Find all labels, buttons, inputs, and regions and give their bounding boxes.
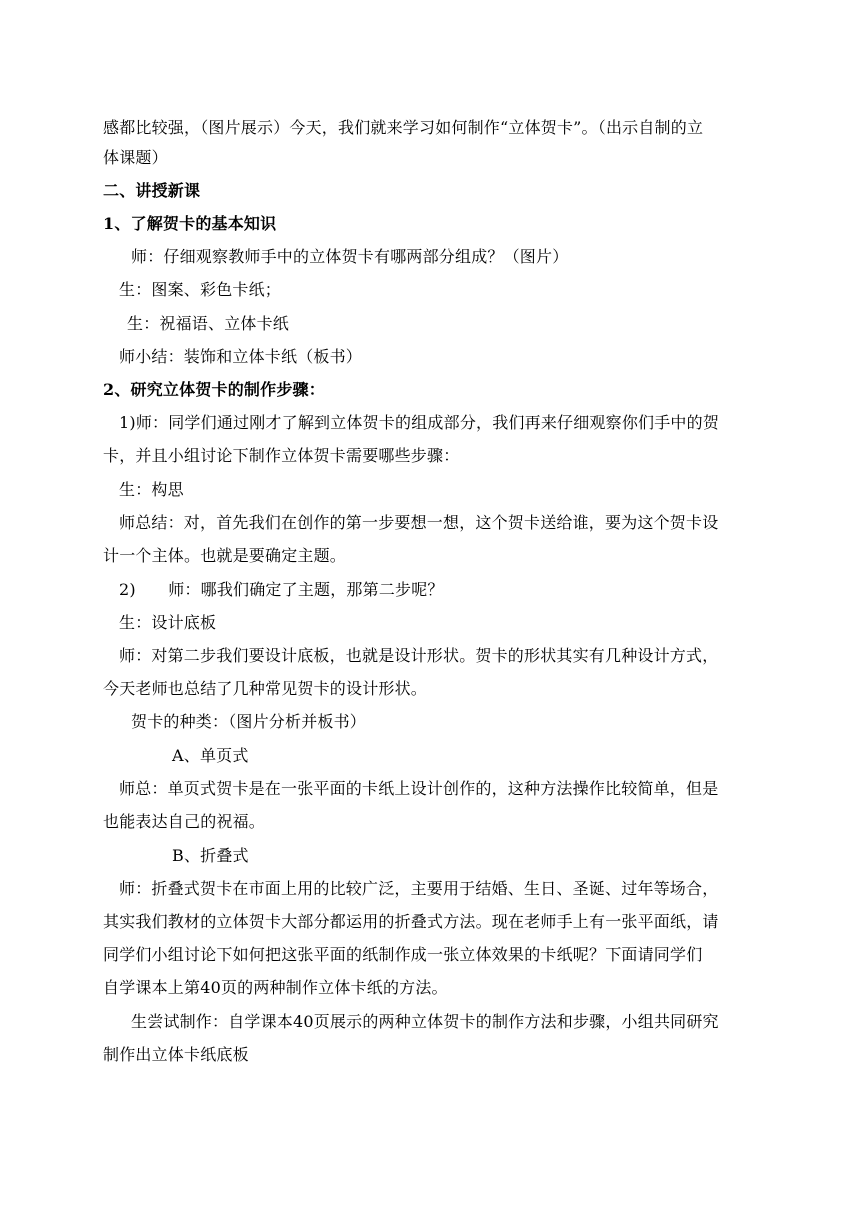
paragraph-line: 其实我们教材的立体贺卡大部分都运用的折叠式方法。现在老师手上有一张平面纸，请 <box>103 912 719 931</box>
paragraph-line: 师总：单页式贺卡是在一张平面的卡纸上设计创作的，这种方法操作比较简单，但是 <box>119 779 719 798</box>
paragraph-line: 卡，并且小组讨论下制作立体贺卡需要哪些步骤： <box>103 446 460 465</box>
list-item: A、单页式 <box>172 746 249 765</box>
paragraph-line: 师：折叠式贺卡在市面上用的比较广泛，主要用于结婚、生日、圣诞、过年等场合， <box>119 879 719 898</box>
paragraph-line: 体课题） <box>103 148 168 167</box>
paragraph-line: 今天老师也总结了几种常见贺卡的设计形状。 <box>103 679 428 698</box>
paragraph-line: 生：图案、彩色卡纸； <box>119 280 282 299</box>
paragraph-line: 师总结：对，首先我们在创作的第一步要想一想，这个贺卡送给谁，要为这个贺卡设 <box>119 513 719 532</box>
paragraph-line: 制作出立体卡纸底板 <box>103 1045 249 1064</box>
paragraph-line: 自学课本上第40页的两种制作立体卡纸的方法。 <box>103 978 448 997</box>
paragraph-line: 生：构思 <box>119 480 184 499</box>
paragraph-line: 2) 师：哪我们确定了主题，那第二步呢？ <box>119 580 444 599</box>
paragraph-line: 贺卡的种类：（图片分析并板书） <box>131 712 367 731</box>
paragraph-line: 感都比较强，（图片展示）今天，我们就来学习如何制作“立体贺卡”。（出示自制的立 <box>103 118 704 137</box>
list-item: B、折叠式 <box>172 846 249 865</box>
subsection-heading: 1、了解贺卡的基本知识 <box>103 214 277 233</box>
paragraph-line: 师：对第二步我们要设计底板，也就是设计形状。贺卡的形状其实有几种设计方式， <box>119 646 719 665</box>
paragraph-line: 生：祝福语、立体卡纸 <box>127 314 290 333</box>
section-heading: 二、讲授新课 <box>103 181 201 200</box>
paragraph-line: 同学们小组讨论下如何把这张平面的纸制作成一张立体效果的卡纸呢？下面请同学们 <box>103 945 703 964</box>
subsection-heading: 2、研究立体贺卡的制作步骤： <box>103 380 325 399</box>
paragraph-line: 师小结：装饰和立体卡纸（板书） <box>119 347 363 366</box>
paragraph-line: 师：仔细观察教师手中的立体贺卡有哪两部分组成？（图片） <box>131 247 569 266</box>
paragraph-line: 也能表达自己的祝福。 <box>103 812 266 831</box>
paragraph-line: 计一个主体。也就是要确定主题。 <box>103 546 347 565</box>
paragraph-line: 生尝试制作：自学课本40页展示的两种立体贺卡的制作方法和步骤，小组共同研究 <box>131 1012 719 1031</box>
paragraph-line: 1)师：同学们通过刚才了解到立体贺卡的组成部分，我们再来仔细观察你们手中的贺 <box>119 413 720 432</box>
paragraph-line: 生：设计底板 <box>119 613 217 632</box>
